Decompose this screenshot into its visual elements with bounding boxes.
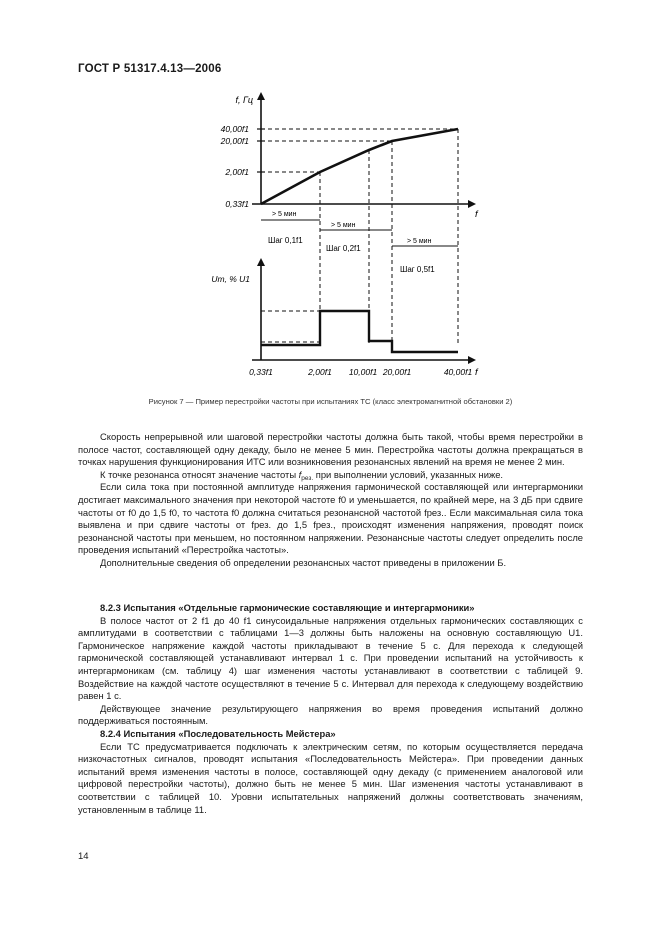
bottom-xtick-label: 40,00f1: [443, 367, 473, 377]
sweep-curve: [261, 129, 458, 204]
duration-label: > 5 мин: [272, 211, 297, 218]
step-label: Шаг 0,2f1: [326, 244, 361, 253]
body-text-bottom: [78, 602, 583, 816]
top-ytick-label: 0,33f1: [225, 199, 249, 209]
top-ytick-label: 2,00f1: [225, 167, 249, 177]
paragraph: Если сила тока при постоянной амплитуде напряжения гармонической составляющей или интергармоники достигает максимального значения при некоторой частоте f0 и уменьшается, по крайней мере, на 3 дБ при сдвиге частоты от f0 до 1,5 f0, то частота f0 должна считаться резонансной частотой fрез.. Если максимальная сила тока выявлена и при сдвиге частоты от fрез. до 1,5 fрез., происходят изменения напряжения, проводят поиск резонансной частоты при меньшем, но постоянном напряжении. Резонансные частоты следует определить после проведения испытаний «Перестройка частоты».: [78, 481, 583, 556]
paragraph: Дополнительные сведения об определении резонансных частот приведены в приложении Б.: [100, 556, 507, 568]
voltage-level-steps: [261, 311, 458, 352]
section-heading: 8.2.4 Испытания «Последовательность Мейстера»: [100, 727, 336, 739]
figure-caption: Рисунок 7 — Пример перестройки частоты при испытаниях ТС (класс электромагнитной обстановки 2): [148, 397, 513, 406]
top-ytick-label: 40,00f1: [220, 124, 249, 134]
duration-label: > 5 мин: [407, 238, 432, 245]
section-heading: 8.2.3 Испытания «Отдельные гармонические составляющие и интергармоники»: [100, 602, 475, 613]
bottom-x-axis-label: f: [475, 367, 478, 378]
bottom-xtick-label: 0,33f1: [249, 367, 273, 377]
top-y-axis-label: f, Гц: [235, 95, 253, 105]
paragraph: Скорость непрерывной или шаговой перестройки частоты должна быть такой, чтобы время перестройки в полосе частот, составляющей одну декаду, было не менее 5 мин. Перестройка частоты должна прекращаться в точках нарушения функционирования ИТС или возникновения резонансных явлений на время не менее 2 мин.: [78, 431, 583, 468]
bottom-y-axis-label: Uт, % U1: [211, 274, 250, 284]
paragraph: Действующее значение результирующего напряжения во время проведения испытаний должно поддерживаться постоянным.: [78, 702, 583, 727]
document-header: ГОСТ Р 51317.4.13—2006: [78, 63, 222, 75]
step-label: Шаг 0,5f1: [400, 265, 435, 274]
bottom-xtick-label: 2,00f1: [308, 367, 332, 377]
duration-label: > 5 мин: [331, 222, 356, 229]
paragraph: В полосе частот от 2 f1 до 40 f1 синусоидальные напряжения отдельных гармонических составляющих с амплитудами в соответствии с таблицами 1—3 должны быть наложены на основную составляющую U1. Гармоническое напряжение каждой частоты прикладывают в течение 5 с. Для перехода к следующей гармонической составляющей устанавливают интервал 1 с. При проведении испытаний на устойчивость к интергармоникам (см. таблицу 4) шаг изменения частоты устанавливают в соответствии с таблицей 9. Воздействие на каждой частоте осуществляют в течение 5 с. Интервал для перехода к следующему воздействию равен 1 с.: [78, 614, 583, 702]
bottom-xtick-label: 10,00f1: [348, 367, 378, 377]
page-number: 14: [78, 851, 89, 862]
body-text-top: [78, 431, 583, 570]
step-label: Шаг 0,1f1: [268, 236, 303, 245]
top-x-axis-label: f: [475, 209, 478, 220]
frequency-sweep-figure: [0, 0, 661, 400]
paragraph: Если ТС предусматривается подключать к электрическим сетям, по которым осуществляется передача низкочастотных сигналов, проводят испытания «Последовательность Мейстера». При проведении данных испытаний время изменения частоты в полосе, составляющей одну декаду (с применением аналоговой или цифровой перестройки частоты), должно быть не менее 5 мин. Шаг изменения частоты устанавливают в соответствии с таблицей 10. Уровни испытательных напряжений должны соответствовать значениям, установленным в таблице 11.: [78, 740, 583, 815]
top-ytick-label: 20,00f1: [220, 136, 249, 146]
paragraph: К точке резонанса относят значение частоты $f_{рез.}$ при выполнении условий, указанных ниже.: [100, 468, 504, 482]
bottom-xtick-label: 20,00f1: [382, 367, 412, 377]
